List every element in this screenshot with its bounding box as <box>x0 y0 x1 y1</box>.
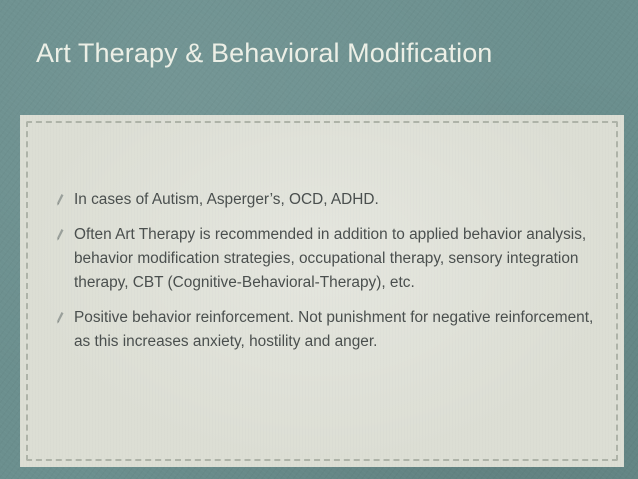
slide-title: Art Therapy & Behavioral Modification <box>36 38 493 68</box>
pencil-bullet-icon <box>55 193 65 207</box>
pencil-bullet-icon <box>55 228 65 242</box>
bullet-text: Often Art Therapy is recommended in addition to applied behavior analysis, behavior modification strategies, occupational therapy, sensory integration therapy, CBT (Cognitive-Behavioral-Therapy), etc. <box>74 226 587 291</box>
bullet-list <box>54 188 594 354</box>
content-panel <box>20 115 624 467</box>
bullet-item <box>54 306 594 354</box>
bullet-item <box>54 223 594 295</box>
pencil-bullet-icon <box>55 311 65 325</box>
bullet-text: In cases of Autism, Asperger’s, OCD, ADHD. <box>74 191 379 208</box>
bullet-item <box>54 188 594 212</box>
bullet-text: Positive behavior reinforcement. Not punishment for negative reinforcement, as this increases anxiety, hostility and anger. <box>74 309 594 350</box>
